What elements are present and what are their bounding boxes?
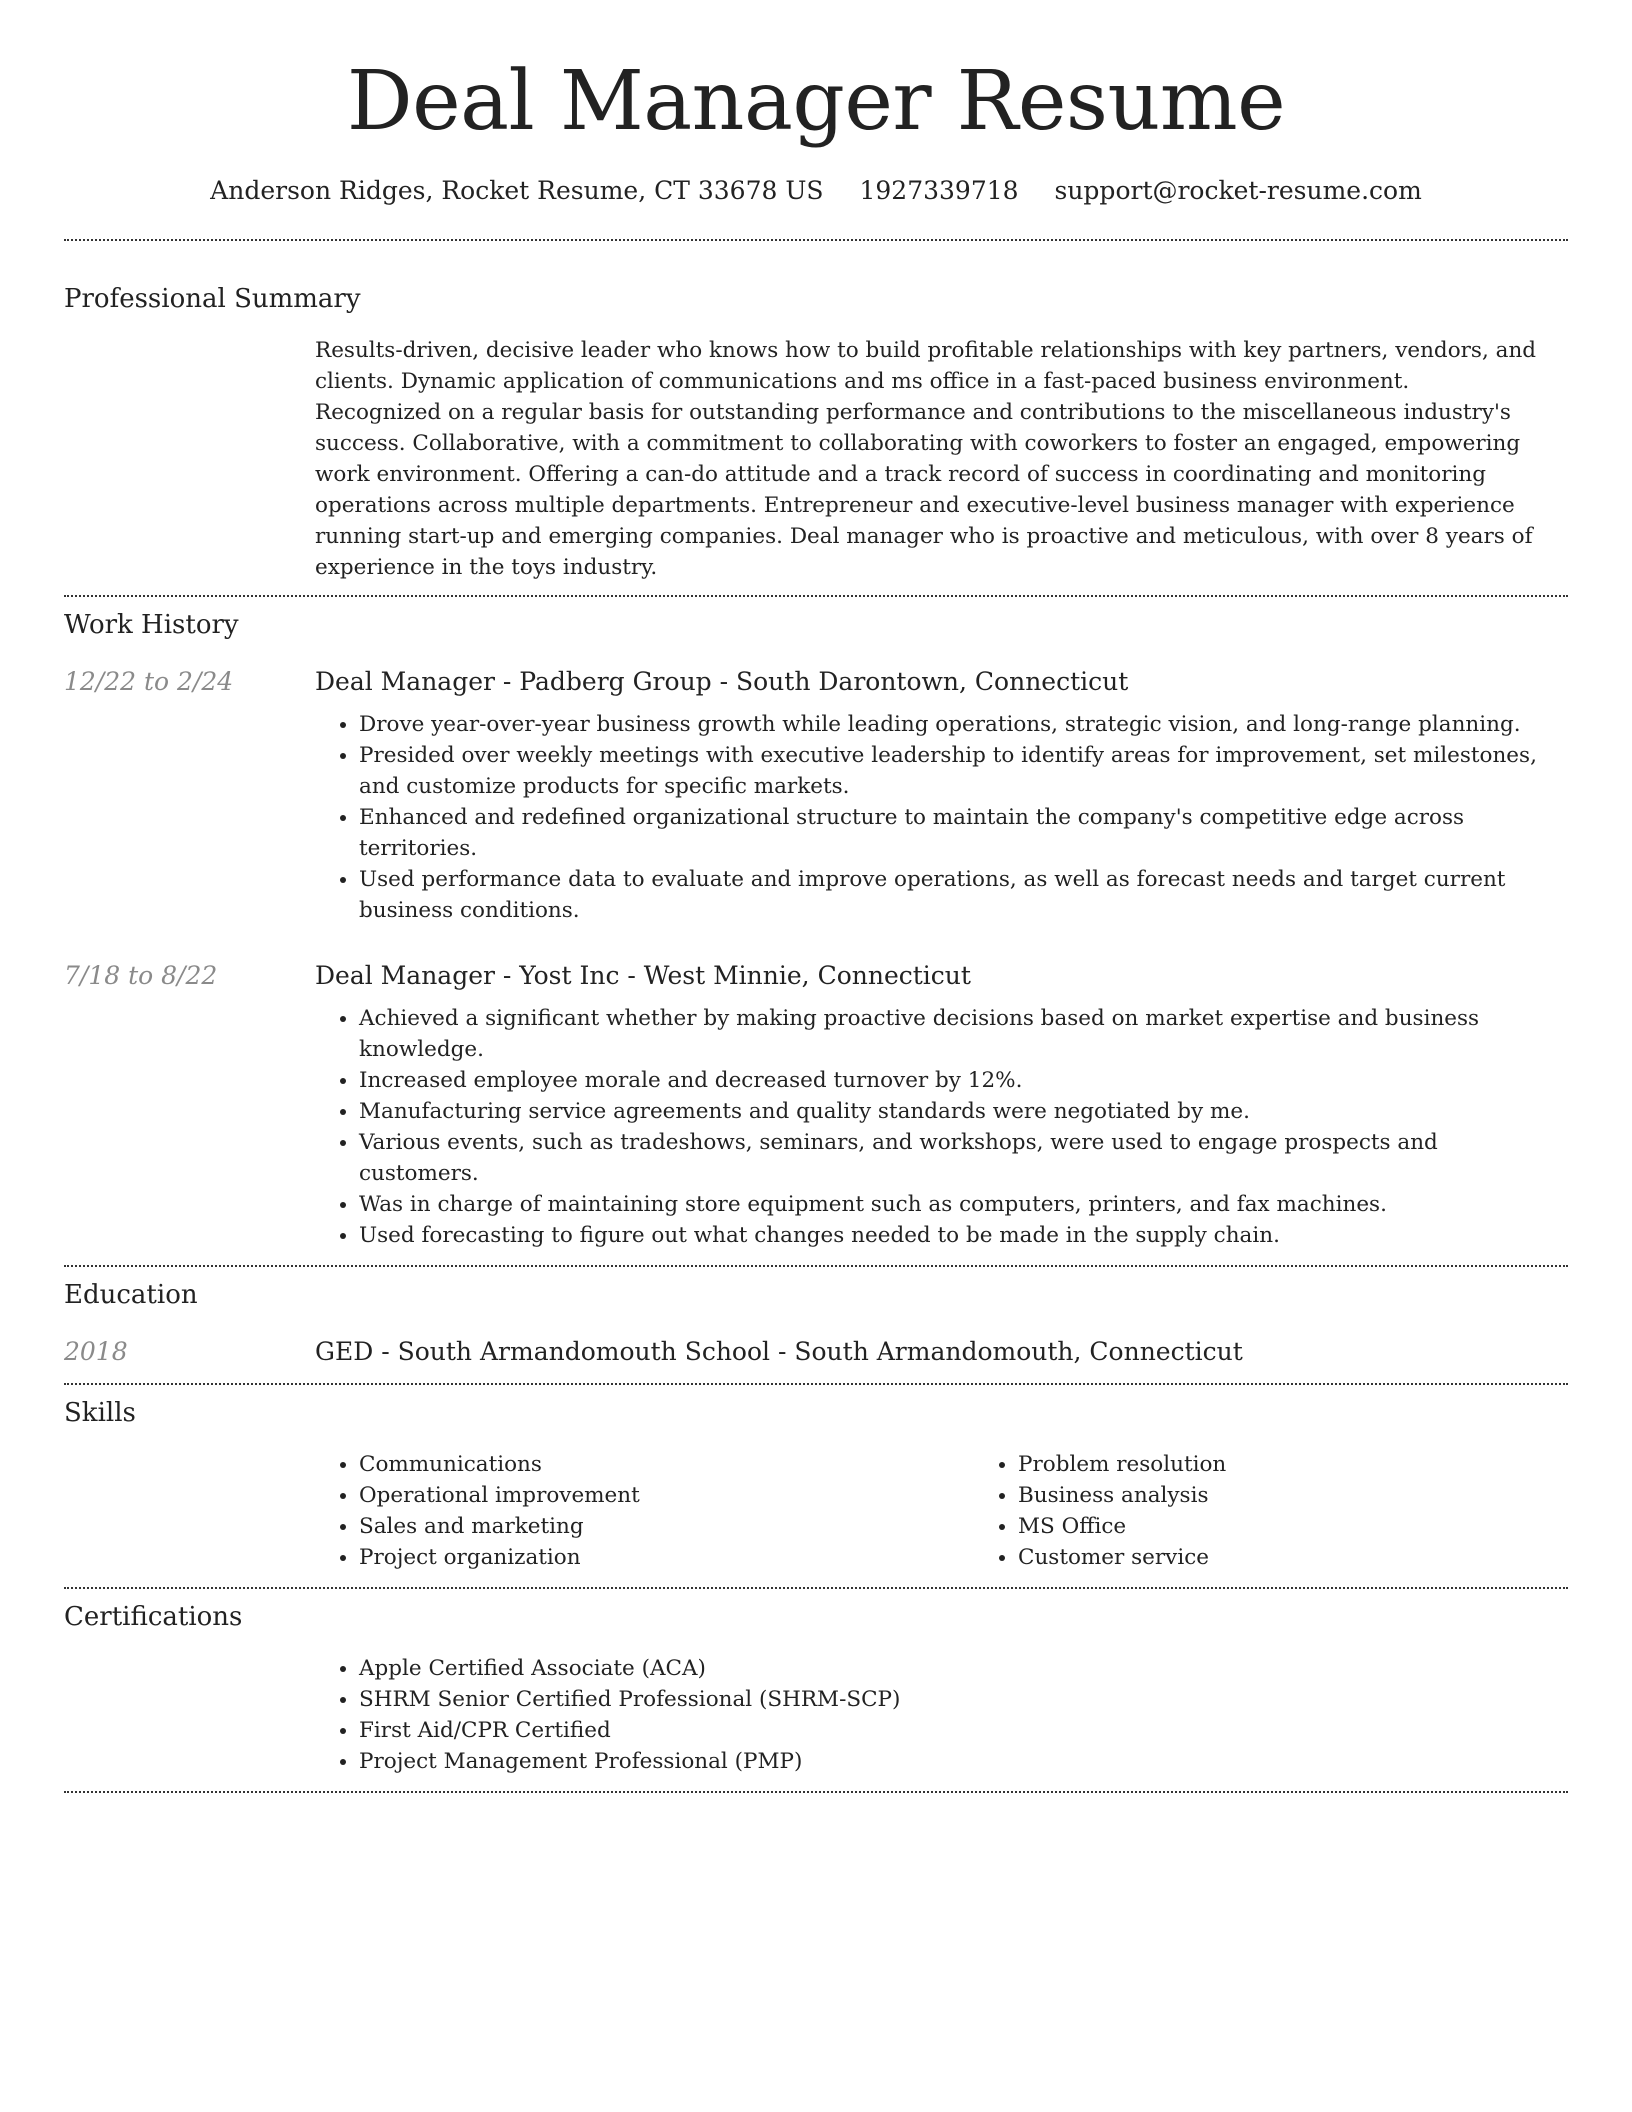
divider xyxy=(64,595,1568,597)
section-title-skills: Skills xyxy=(64,1398,136,1428)
work-history-section xyxy=(64,607,1568,1251)
job-title: Deal Manager - Yost Inc - West Minnie, Connecticut xyxy=(315,961,971,990)
section-title-education: Education xyxy=(64,1280,198,1310)
skills-list-right xyxy=(974,1449,1632,1573)
list-item: • Problem resolution xyxy=(1018,1449,1632,1480)
list-item: • Various events, such as tradeshows, seminars, and workshops, were used to engage prospects and customers. xyxy=(359,1127,1538,1189)
list-item: • Manufacturing service agreements and quality standards were negotiated by me. xyxy=(359,1096,1538,1127)
list-item: • Customer service xyxy=(1018,1542,1632,1573)
list-item: • Drove year-over-year business growth while leading operations, strategic vision, and long-range planning. xyxy=(359,709,1538,740)
section-title-certifications: Certifications xyxy=(64,1602,243,1632)
education-title: GED - South Armandomouth School - South Armandomouth, Connecticut xyxy=(315,1337,1243,1366)
list-item: • First Aid/CPR Certified xyxy=(359,1715,1538,1746)
education-year: 2018 xyxy=(64,1337,128,1366)
list-item: • Used performance data to evaluate and improve operations, as well as forecast needs and target current business conditions. xyxy=(359,864,1538,926)
divider xyxy=(64,1383,1568,1385)
contact-address: Anderson Ridges, Rocket Resume, CT 33678 US xyxy=(210,176,824,205)
list-item: • Used forecasting to figure out what changes needed to be made in the supply chain. xyxy=(359,1220,1538,1251)
list-item: • MS Office xyxy=(1018,1511,1632,1542)
list-item: • Enhanced and redefined organizational structure to maintain the company's competitive edge across territories. xyxy=(359,802,1538,864)
job-bullets xyxy=(315,1003,1538,1251)
certifications-left-spacer xyxy=(64,1653,315,1777)
list-item: • Achieved a significant whether by making proactive decisions based on market expertise and business knowledge. xyxy=(359,1003,1538,1065)
list-item: • Project organization xyxy=(359,1542,974,1573)
skills-section xyxy=(64,1395,1568,1573)
job-dates: 7/18 to 8/22 xyxy=(64,961,218,990)
list-item: • Project Management Professional (PMP) xyxy=(359,1746,1538,1777)
certifications-list xyxy=(315,1653,1538,1777)
contact-line xyxy=(64,174,1568,208)
divider xyxy=(64,1587,1568,1589)
summary-text: Results-driven, decisive leader who knows how to build profitable relationships with key partners, vendors, and clients. Dynamic application of communications and ms office in a fast-paced business environment. Recognized on a regular basis for outstanding performance and contributions to the miscellaneous industry's success. Collaborative, with a commitment to collaborating with coworkers to foster an engaged, empowering work environment. Offering a can-do attitude and a track record of success in coordinating and monitoring operations across multiple departments. Entrepreneur and executive-level business manager with experience running start-up and emerging companies. Deal manager who is proactive and meticulous, with over 8 years of experience in the toys industry. xyxy=(315,338,1537,580)
education-entry xyxy=(64,1335,1568,1369)
divider xyxy=(64,1791,1568,1793)
list-item: • Business analysis xyxy=(1018,1480,1632,1511)
job-entry xyxy=(64,959,1568,1251)
divider xyxy=(64,1265,1568,1267)
list-item: • SHRM Senior Certified Professional (SHRM-SCP) xyxy=(359,1684,1538,1715)
summary-left-spacer xyxy=(64,335,315,583)
certifications-section xyxy=(64,1599,1568,1777)
divider xyxy=(64,239,1568,241)
resume-page xyxy=(64,0,1568,1793)
education-section xyxy=(64,1277,1568,1369)
section-title-work: Work History xyxy=(64,610,239,640)
list-item: • Operational improvement xyxy=(359,1480,974,1511)
list-item: • Increased employee morale and decreased turnover by 12%. xyxy=(359,1065,1538,1096)
job-entry xyxy=(64,665,1568,926)
list-item: • Sales and marketing xyxy=(359,1511,974,1542)
list-item: • Apple Certified Associate (ACA) xyxy=(359,1653,1538,1684)
list-item: • Was in charge of maintaining store equipment such as computers, printers, and fax machines. xyxy=(359,1189,1538,1220)
list-item: • Presided over weekly meetings with executive leadership to identify areas for improvement, set milestones, and customize products for specific markets. xyxy=(359,740,1538,802)
job-bullets xyxy=(315,709,1538,926)
list-item: • Communications xyxy=(359,1449,974,1480)
job-title: Deal Manager - Padberg Group - South Darontown, Connecticut xyxy=(315,667,1129,696)
contact-email: support@rocket-resume.com xyxy=(1054,176,1422,205)
job-dates: 12/22 to 2/24 xyxy=(64,667,234,696)
contact-phone: 1927339718 xyxy=(859,176,1019,205)
page-title: Deal Manager Resume xyxy=(346,54,1286,149)
skills-left-spacer xyxy=(64,1449,315,1573)
summary-section xyxy=(64,281,1568,583)
section-title-summary: Professional Summary xyxy=(64,284,361,314)
skills-list-left xyxy=(315,1449,974,1573)
